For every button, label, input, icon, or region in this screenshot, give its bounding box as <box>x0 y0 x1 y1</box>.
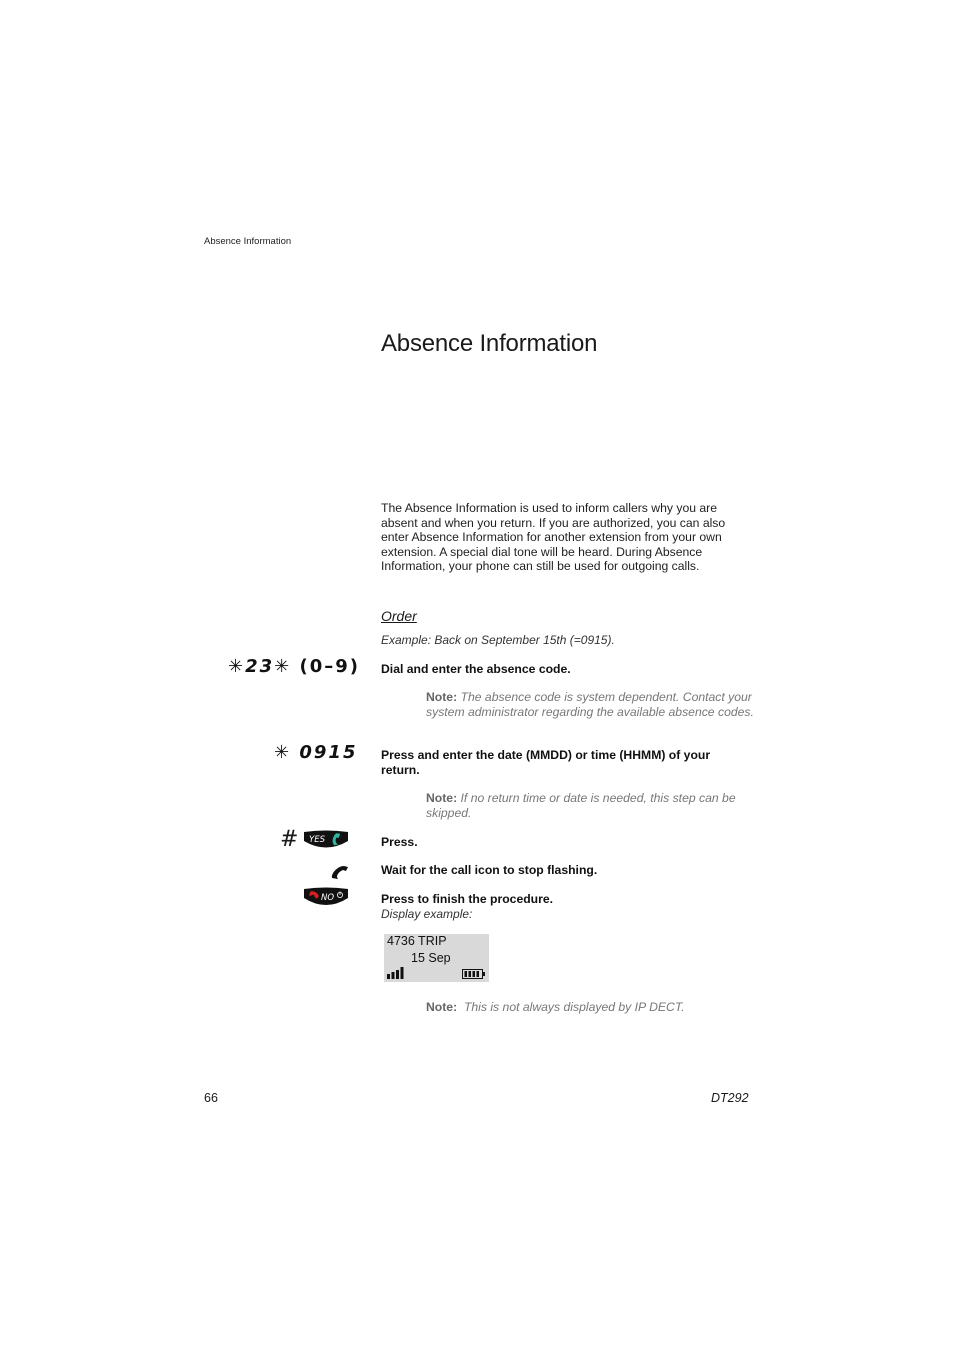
note <box>426 791 756 820</box>
final-note <box>426 1000 756 1015</box>
running-head: Absence Information <box>204 236 292 247</box>
display-line-2: 15 Sep <box>411 951 451 965</box>
note-label: Note: <box>426 1000 458 1014</box>
note-text: The absence code is system dependent. Contact your system administrator regarding the available absence codes. <box>426 690 754 719</box>
hash-key-icon: # <box>280 827 299 852</box>
key-range: (0–9) <box>299 656 361 677</box>
battery-icon <box>462 968 486 982</box>
key-digits: 0915 <box>299 742 358 763</box>
signal-strength-icon <box>386 966 406 983</box>
step-text: Press. <box>381 835 418 849</box>
intro-paragraph: The Absence Information is used to inform callers why you are absent and when you return. If you are authorized, you can also enter Absence Information for another extension from your own extension. A special dial tone will be heard. During Absence Information, your phone can still be used for outgoing calls. <box>381 501 726 574</box>
note-text: If no return time or date is needed, this step can be skipped. <box>426 791 736 820</box>
key-sequence-date <box>274 742 357 763</box>
step-text: Press to finish the procedure. <box>381 892 554 906</box>
handset-icon <box>330 864 350 885</box>
key-sequence-absence-code <box>228 656 360 677</box>
display-example-label: Display example: <box>381 907 473 921</box>
note-label: Note: <box>426 791 458 805</box>
key-digits: 23 <box>245 656 275 677</box>
star-key-icon: ✳ <box>228 656 246 677</box>
yes-call-button-icon <box>302 829 350 856</box>
note-text: This is not always displayed by IP DECT. <box>463 1000 685 1014</box>
step-text: Wait for the call icon to stop flashing. <box>381 863 598 877</box>
star-key-icon: ✳ <box>274 656 292 677</box>
display-line-1: 4736 TRIP <box>387 934 447 948</box>
page-number: 66 <box>204 1091 218 1105</box>
footer-model: DT292 <box>711 1091 749 1105</box>
yes-label: YES <box>309 835 325 845</box>
star-key-icon: ✳ <box>274 742 292 763</box>
page-title: Absence Information <box>381 330 598 357</box>
order-heading: Order <box>381 608 417 624</box>
note <box>426 690 756 719</box>
no-end-call-button-icon <box>302 886 350 915</box>
phone-display <box>384 934 489 982</box>
no-label: NO <box>321 893 335 903</box>
note-label: Note: <box>426 690 458 704</box>
order-example: Example: Back on September 15th (=0915). <box>381 633 615 647</box>
step-text: Dial and enter the absence code. <box>381 662 571 676</box>
step-text: Press and enter the date (MMDD) or time (HHMM) of your return. <box>381 748 711 777</box>
